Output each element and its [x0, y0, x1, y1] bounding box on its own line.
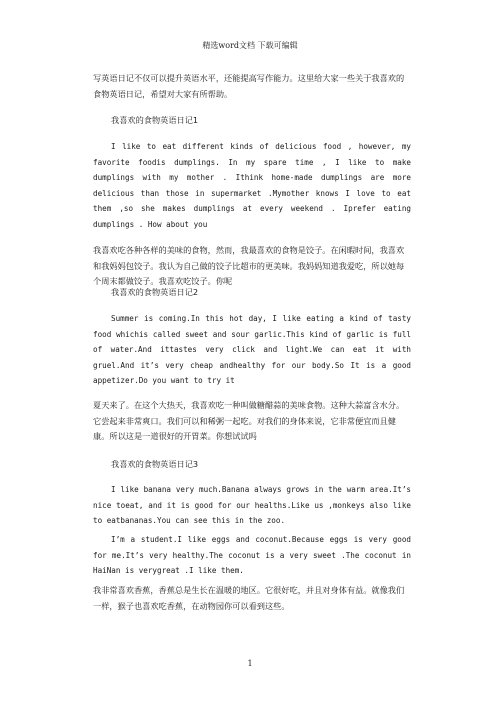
page-number: 1 [247, 659, 253, 668]
section-2-title: 我喜欢的食物英语日记2 [111, 287, 199, 297]
section-3-chinese: 我非常喜欢香蕉，香蕉总是生长在温暖的地区。它很好吃，并且对身体有益。就像我们一样，猴子也喜欢吃香蕉，在动物园你可以看到这些。 [93, 585, 405, 611]
section-1-title: 我喜欢的食物英语日记1 [111, 115, 199, 125]
section-3-english-2: I’m a student.I like eggs and coconut.Because eggs is very good for me.It’s very healthy.The coconut is a very sweet .The coconut in HaiNan is verygreat .I like them. [93, 535, 411, 575]
page-header: 精选word文档 下载可编辑 [202, 41, 298, 50]
section-2-chinese: 夏天来了。在这个大热天，我喜欢吃一种叫做糖醋蒜的美味食物。这种大蒜富含水分。它尝起来非常爽口。我们可以和稀粥一起吃。对我们的身体来说，它非常便宜而且健康。所以这是一道很好的开胃菜。你想试试吗 [93, 400, 405, 441]
section-2-english: Summer is coming.In this hot day, I like eating a kind of tasty food whichis called sweet and sour garlic.This kind of garlic is full of water.And ittastes very click and light.We can eat it with gruel.And it’s very cheap andhealthy for our body.So It is a good appetizer.Do you want to try it [93, 314, 411, 385]
section-1-english: I like to eat different kinds of delicious food , however, my favorite foodis dumplings. In my spare time , I like to make dumplings with my mother . Ithink home-made dumplings are more delicious than those in supermarket .Mymother knows I love to eat them ,so she makes dumplings at every weekend . Iprefer eating dumplings . How about you [93, 142, 411, 229]
intro-paragraph: 写英语日记不仅可以提升英语水平，还能提高写作能力。这里给大家一些关于我喜欢的食物英语日记，希望对大家有所帮助。 [93, 73, 405, 99]
section-1-chinese: 我喜欢吃各种各样的美味的食物，然而，我最喜欢的食物是饺子。在闲暇时间，我喜欢和我妈妈包饺子。我认为自己做的饺子比超市的更美味。我妈妈知道我爱吃，所以她每个周末都做饺子。我喜欢吃饺子。你呢 [93, 245, 405, 286]
section-3-english-1: I like banana very much.Banana always grows in the warm area.It’s nice toeat, and it is good for our healths.Like us ,monkeys also like to eatbananas.You can see this in the zoo. [93, 485, 411, 525]
section-3-title: 我喜欢的食物英语日记3 [111, 459, 199, 469]
